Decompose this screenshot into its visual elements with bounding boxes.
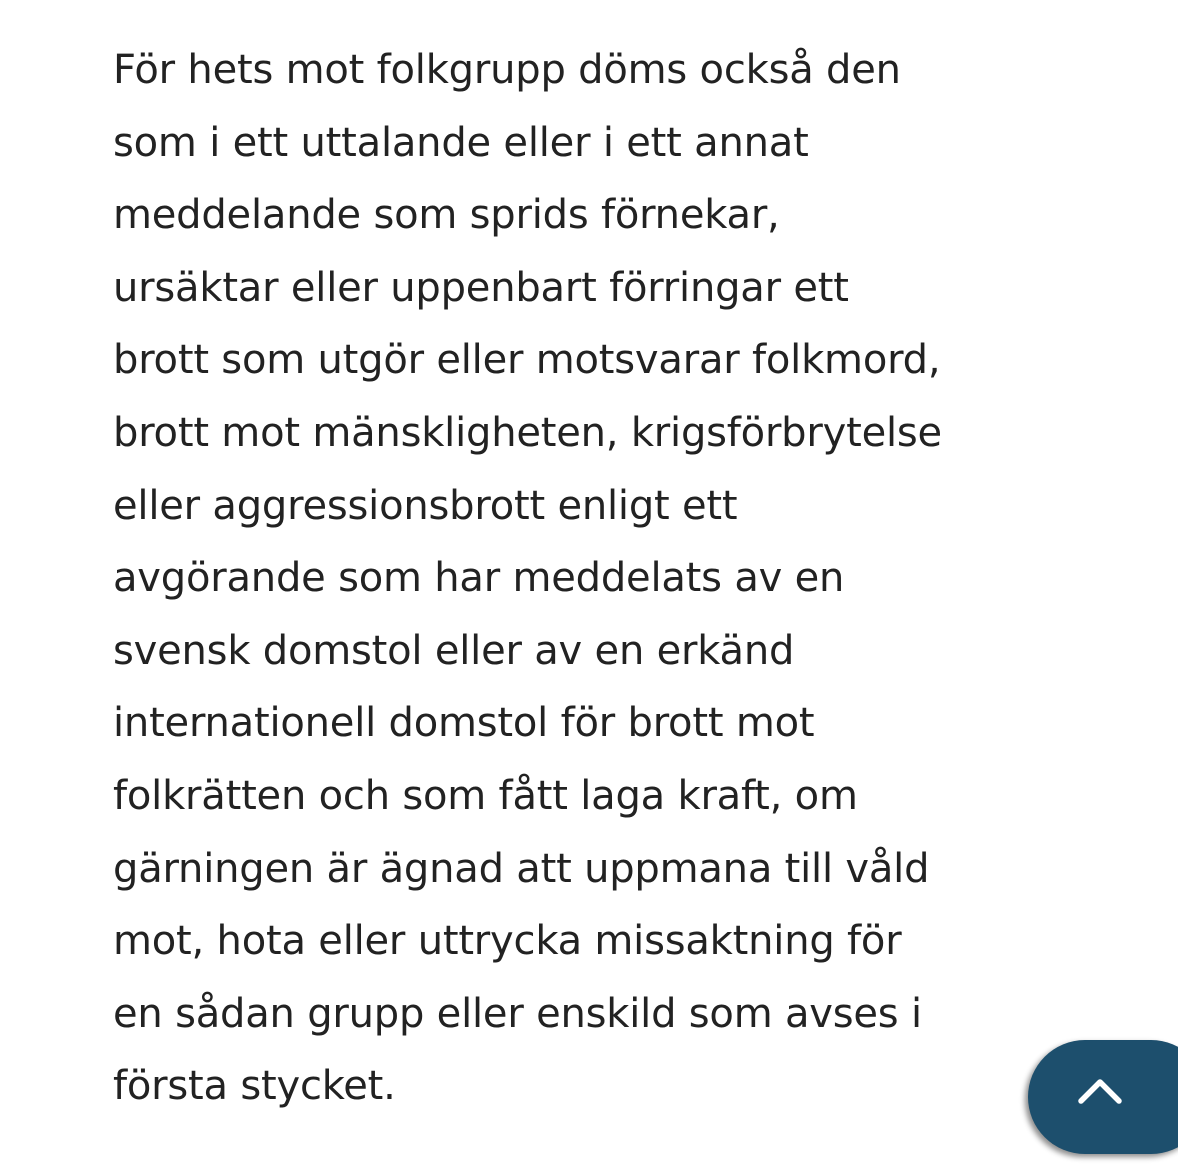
paragraph-line: brott mot mänskligheten, krigsförbrytelse xyxy=(113,409,942,456)
paragraph-line: internationell domstol för brott mot xyxy=(113,700,815,747)
paragraph-line: ursäktar eller uppenbart förringar ett xyxy=(113,264,849,311)
paragraph-line: en sådan grupp eller enskild som avses i xyxy=(113,990,922,1037)
paragraph-line: eller aggressionsbrott enligt ett xyxy=(113,482,738,529)
scroll-to-top-button[interactable] xyxy=(1028,1040,1178,1154)
paragraph-line: mot, hota eller uttrycka missaktning för xyxy=(113,918,902,965)
paragraph-line: svensk domstol eller av en erkänd xyxy=(113,627,795,674)
paragraph-line: som i ett uttalande eller i ett annat xyxy=(113,119,809,166)
paragraph-line: meddelande som sprids förnekar, xyxy=(113,192,780,239)
paragraph-line: För hets mot folkgrupp döms också den xyxy=(113,47,901,93)
chevron-up-icon xyxy=(1077,1075,1123,1105)
paragraph-line: folkrätten och som fått laga kraft, om xyxy=(113,772,858,819)
law-paragraph xyxy=(113,34,1073,1123)
article-body xyxy=(113,34,1073,1123)
paragraph-line: gärningen är ägnad att uppmana till våld xyxy=(113,845,930,892)
paragraph-line: brott som utgör eller motsvarar folkmord, xyxy=(113,337,941,384)
paragraph-line: avgörande som har meddelats av en xyxy=(113,555,845,602)
paragraph-line: första stycket. xyxy=(113,1063,396,1110)
